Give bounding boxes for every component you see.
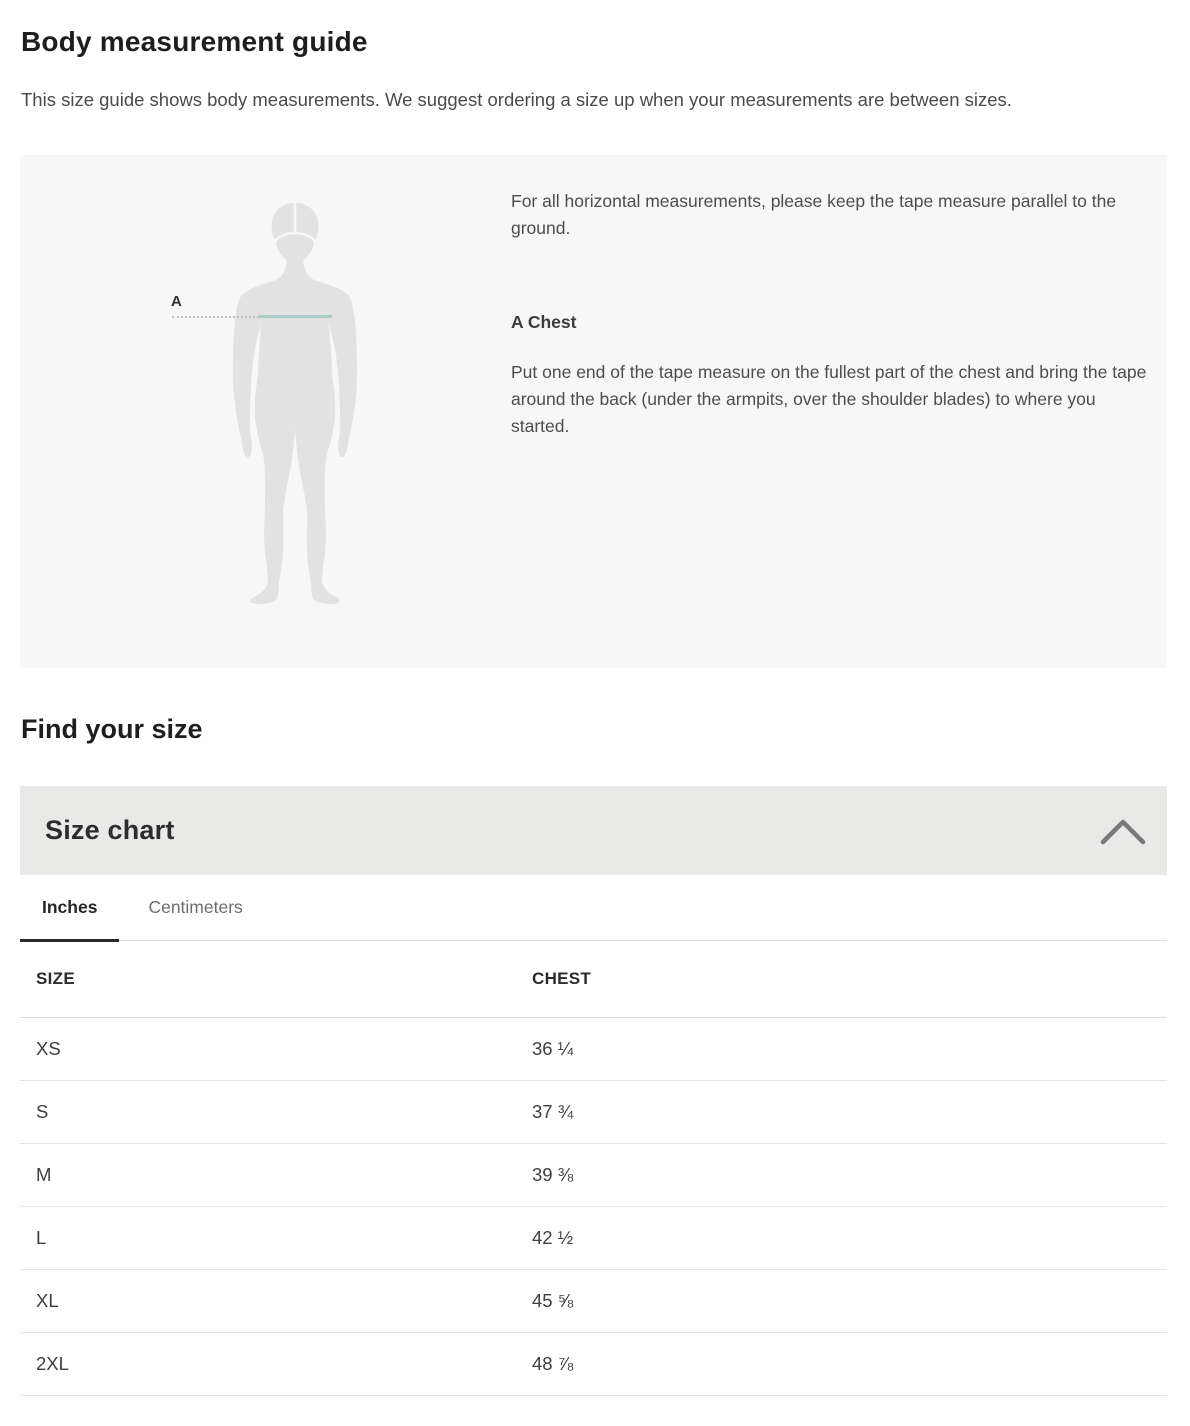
table-row — [20, 1080, 1167, 1143]
chest-cell: 45 ⅝ — [532, 1269, 1167, 1332]
size-cell: XS — [20, 1017, 532, 1080]
size-guide-page — [0, 25, 1190, 1396]
chest-cell: 42 ½ — [532, 1206, 1167, 1269]
column-header-size: SIZE — [20, 941, 532, 1017]
table-header-row — [20, 941, 1167, 1017]
size-chart-collapse-header[interactable] — [20, 786, 1167, 875]
find-your-size-heading: Find your size — [21, 714, 203, 744]
table-row — [20, 1332, 1167, 1395]
chest-tape-line — [259, 315, 332, 318]
table-row — [20, 1143, 1167, 1206]
tab-centimeters[interactable]: Centimeters — [148, 896, 243, 917]
size-cell: XL — [20, 1269, 532, 1332]
chest-cell: 36 ¼ — [532, 1017, 1167, 1080]
measurement-leader-line — [172, 316, 259, 318]
measurement-description: Put one end of the tape measure on the fullest part of the chest and bring the tape around the back (under the armpits, over the shoulder blades) to where you started. — [511, 362, 1147, 436]
male-body-silhouette-icon — [190, 200, 400, 615]
page-subtitle: This size guide shows body measurements. We suggest ordering a size up when your measurements are between sizes. — [21, 89, 1012, 110]
unit-tabs — [20, 875, 1167, 941]
body-figure — [190, 200, 400, 615]
size-cell: M — [20, 1143, 532, 1206]
chest-cell: 37 ¾ — [532, 1080, 1167, 1143]
table-row — [20, 1017, 1167, 1080]
table-row — [20, 1269, 1167, 1332]
chest-cell: 48 ⅞ — [532, 1332, 1167, 1395]
size-chart-table — [20, 941, 1167, 1396]
measurement-intro-text: For all horizontal measurements, please keep the tape measure parallel to the ground. — [511, 191, 1117, 238]
tab-inches[interactable]: Inches — [20, 875, 119, 942]
size-cell: 2XL — [20, 1332, 532, 1395]
measurement-label-a: A — [171, 293, 182, 310]
chevron-up-icon[interactable] — [1100, 817, 1146, 845]
measurement-title: A Chest — [511, 312, 577, 332]
page-title: Body measurement guide — [21, 26, 368, 57]
size-cell: L — [20, 1206, 532, 1269]
measurement-guide-panel — [20, 155, 1167, 668]
chest-cell: 39 ⅜ — [532, 1143, 1167, 1206]
column-header-chest: CHEST — [532, 941, 1167, 1017]
size-chart-section — [20, 786, 1167, 1396]
size-chart-title: Size chart — [45, 815, 175, 845]
size-cell: S — [20, 1080, 532, 1143]
table-row — [20, 1206, 1167, 1269]
